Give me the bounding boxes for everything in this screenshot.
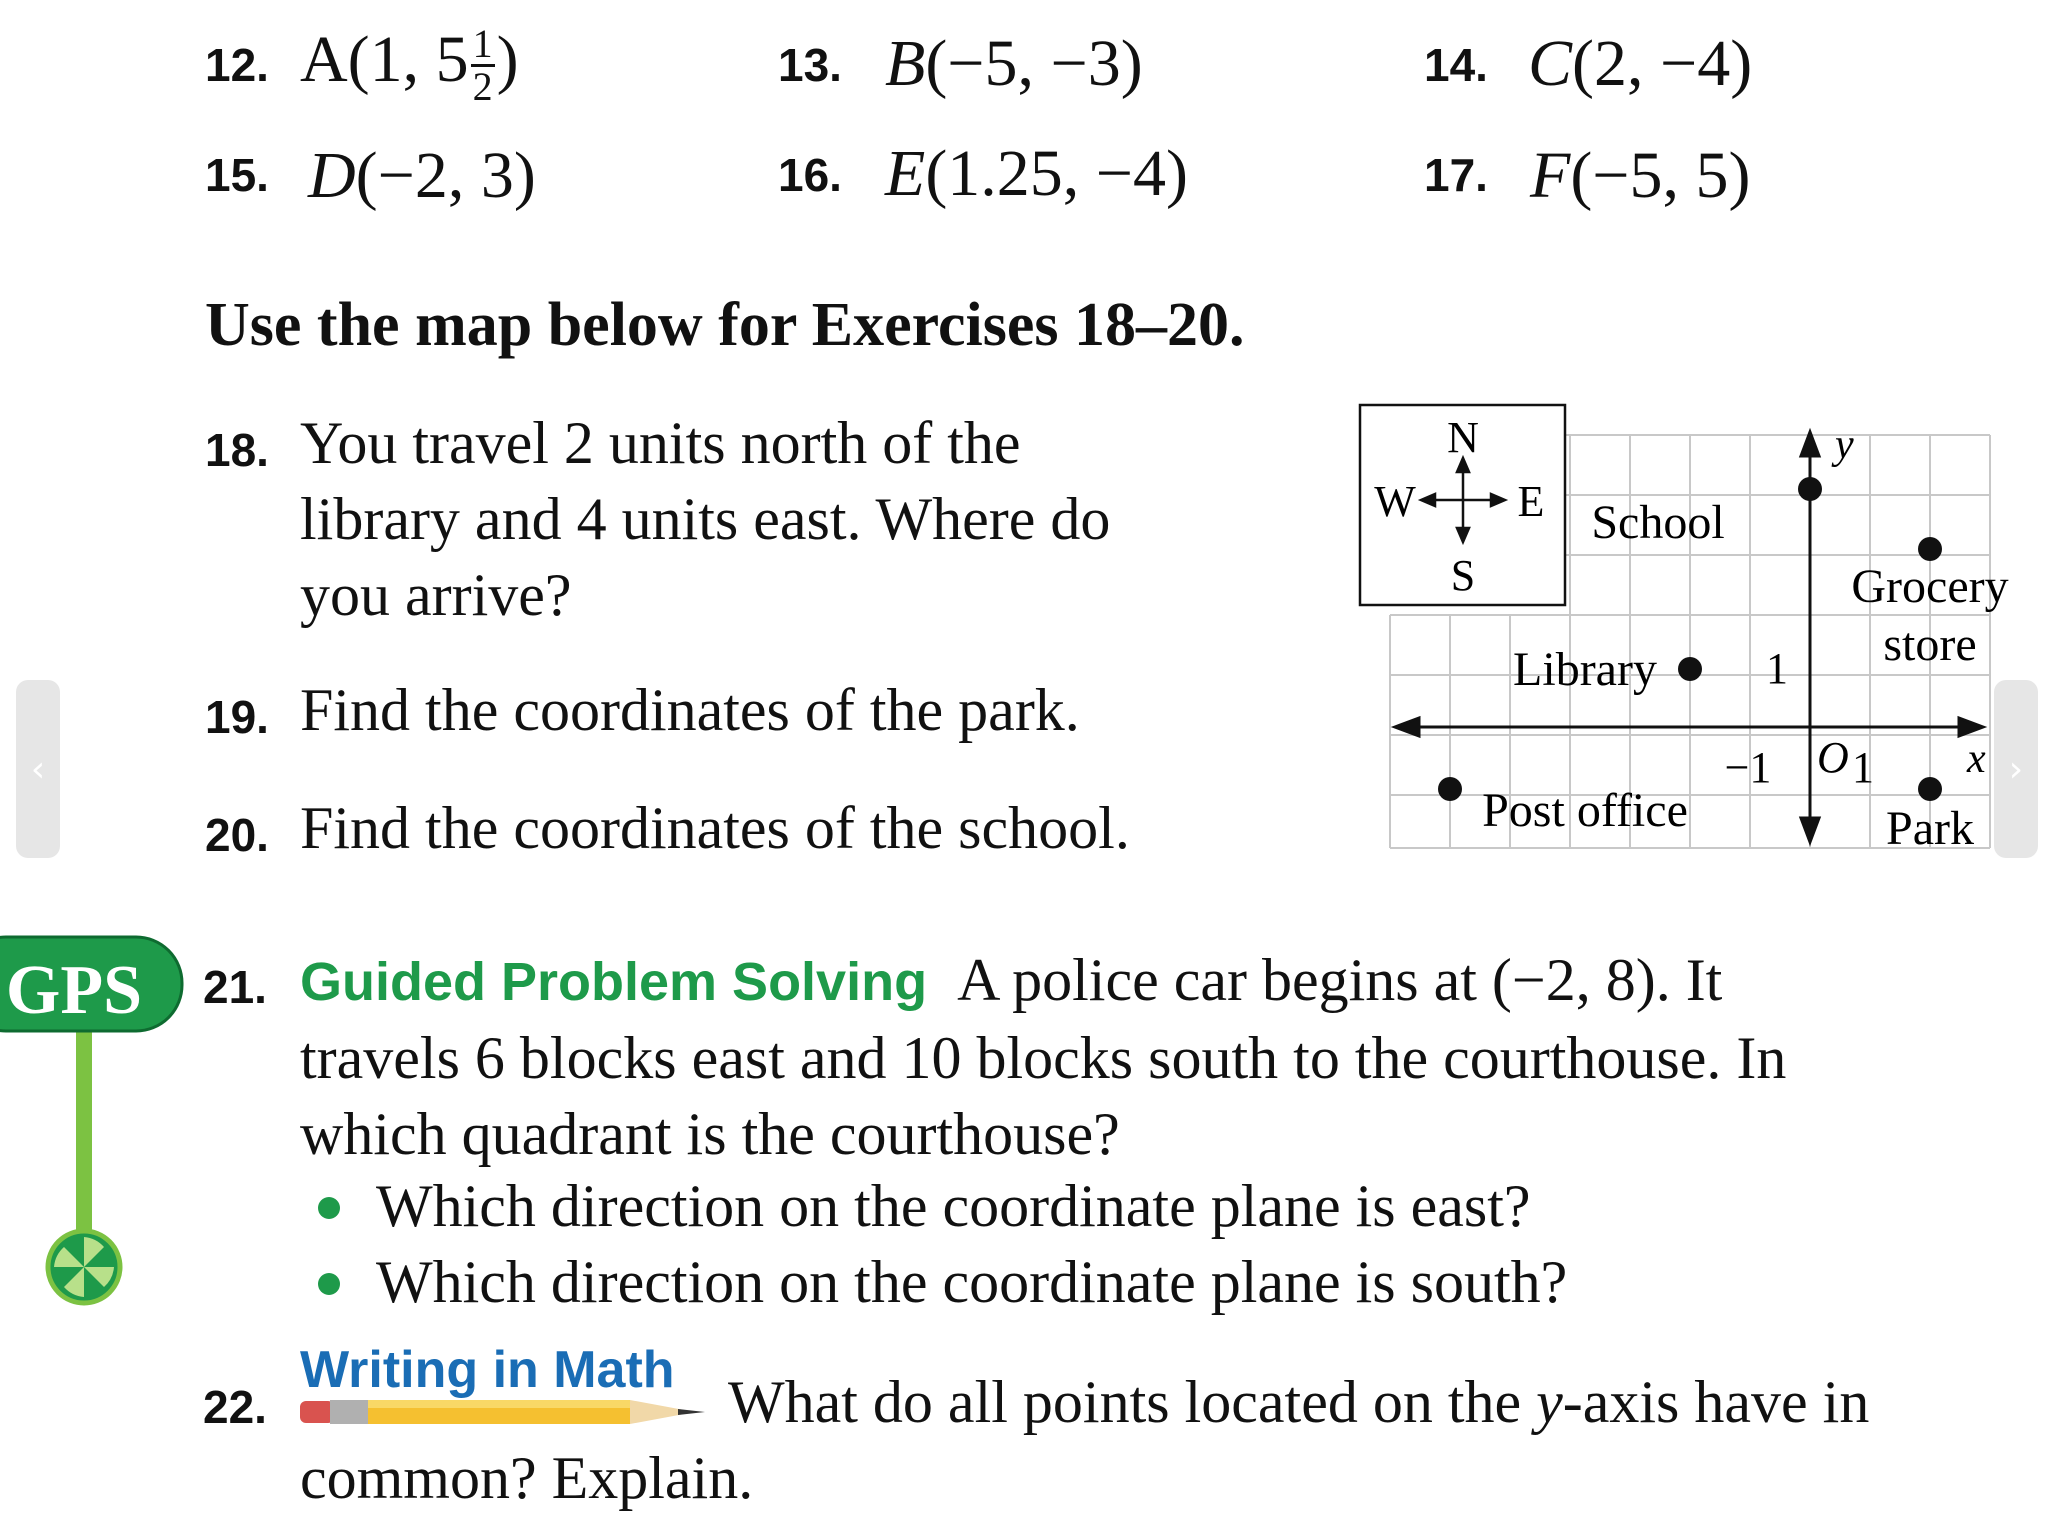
exercise-12-close: ) xyxy=(496,23,519,96)
exercise-14-coords: (2, −4) xyxy=(1572,27,1753,100)
library-point xyxy=(1678,657,1702,681)
exercise-16-letter: E xyxy=(885,137,926,210)
exercise-22-line2: common? Explain. xyxy=(300,1445,754,1511)
fraction-numerator: 1 xyxy=(472,21,493,67)
exercise-21-line xyxy=(300,942,1786,1020)
exercise-18-text xyxy=(300,405,1110,633)
exercise-22-text-a: What do all points located on the xyxy=(728,1369,1537,1435)
origin-label: O xyxy=(1817,733,1849,782)
exercise-15-expression xyxy=(308,138,536,214)
x-tick-1-label: 1 xyxy=(1852,743,1874,792)
post-office-point xyxy=(1438,777,1462,801)
park-label: Park xyxy=(1886,802,1974,855)
compass-east-label: E xyxy=(1517,477,1545,526)
exercise-16-expression xyxy=(885,136,1188,212)
exercise-14-number: 14. xyxy=(1424,39,1488,91)
mixed-fraction xyxy=(471,21,495,110)
exercise-17-letter: F xyxy=(1530,139,1571,212)
exercise-16-coords: (1.25, −4) xyxy=(925,137,1189,210)
exercise-22-text-b: -axis have in xyxy=(1562,1369,1870,1435)
gps-badge xyxy=(0,935,190,1315)
exercise-12-letter: A xyxy=(300,23,348,96)
exercise-19-text: Find the coordinates of the park. xyxy=(300,677,1080,743)
exercise-21-line2: travels 6 blocks east and 10 blocks south to the courthouse. In xyxy=(300,1025,1787,1091)
exercise-21-text xyxy=(300,942,1786,1172)
bullet-text: Which direction on the coordinate plane is south? xyxy=(376,1249,1568,1315)
exercise-18-line: you arrive? xyxy=(300,562,572,628)
exercise-12-number: 12. xyxy=(205,39,269,91)
grocery-label-line2: store xyxy=(1883,618,1977,671)
exercise-13-coords: (−5, −3) xyxy=(925,27,1143,100)
exercise-17-coords: (−5, 5) xyxy=(1570,139,1751,212)
previous-page-tab[interactable] xyxy=(16,680,60,858)
exercise-17-number: 17. xyxy=(1424,149,1488,201)
exercise-15-number: 15. xyxy=(205,149,269,201)
exercise-20-text: Find the coordinates of the school. xyxy=(300,795,1130,861)
exercise-20-number: 20. xyxy=(205,809,269,861)
exercise-18-number: 18. xyxy=(205,424,269,476)
exercise-15-coords: (−2, 3) xyxy=(355,139,536,212)
gps-badge-label: GPS xyxy=(5,952,143,1029)
exercise-13-letter: B xyxy=(885,27,926,100)
exercise-22-text xyxy=(728,1364,1869,1440)
exercise-14-expression xyxy=(1528,26,1752,102)
next-page-tab[interactable] xyxy=(1994,680,2038,858)
coordinate-map xyxy=(1355,400,2035,860)
gps-stem xyxy=(76,1015,92,1255)
x-axis-label: x xyxy=(1967,736,1986,782)
y-axis-arrow-down xyxy=(1801,818,1819,842)
grocery-label-line1: Grocery xyxy=(1851,560,2009,613)
x-tick-neg1-label: −1 xyxy=(1724,743,1772,792)
exercise-13-expression xyxy=(885,26,1143,102)
chevron-left-icon: ‹ xyxy=(30,748,46,790)
exercise-14-letter: C xyxy=(1528,27,1573,100)
bullet-item xyxy=(318,1248,1567,1317)
compass-south-label: S xyxy=(1450,551,1476,600)
exercise-12-open: (1, 5 xyxy=(347,23,469,96)
exercise-21-number: 21. xyxy=(203,961,267,1013)
post-office-label: Post office xyxy=(1482,784,1688,837)
y-axis-label: y xyxy=(1835,422,1854,468)
exercise-21-line3: which quadrant is the courthouse? xyxy=(300,1101,1120,1167)
exercise-21-line1: A police car begins at (−2, 8). It xyxy=(957,947,1723,1013)
chevron-right-icon: › xyxy=(2008,748,2024,790)
compass-west-label: W xyxy=(1374,477,1416,526)
writing-in-math-badge: Writing in Math xyxy=(300,1341,675,1399)
bullet-dot-icon xyxy=(318,1197,340,1219)
exercise-22-number: 22. xyxy=(203,1381,267,1433)
pencil-icon xyxy=(300,1395,710,1429)
x-axis-arrow-left xyxy=(1395,718,1419,736)
exercise-15-letter: D xyxy=(308,139,356,212)
bullet-item xyxy=(318,1172,1531,1241)
guided-problem-solving-title: Guided Problem Solving xyxy=(300,952,928,1012)
school-point xyxy=(1798,477,1822,501)
library-label: Library xyxy=(1513,643,1657,696)
fraction-denominator: 2 xyxy=(472,64,493,110)
exercise-18-line: library and 4 units east. Where do xyxy=(300,486,1111,552)
y-tick-1-label: 1 xyxy=(1766,644,1788,693)
compass-north-label: N xyxy=(1447,413,1479,462)
exercise-16-number: 16. xyxy=(778,149,842,201)
exercise-19-number: 19. xyxy=(205,691,269,743)
grocery-store-point xyxy=(1918,537,1942,561)
exercise-17-expression xyxy=(1530,138,1751,214)
exercise-18-line: You travel 2 units north of the xyxy=(300,410,1021,476)
x-axis-arrow-right xyxy=(1959,718,1983,736)
bullet-dot-icon xyxy=(318,1273,340,1295)
bullet-text: Which direction on the coordinate plane is east? xyxy=(376,1173,1531,1239)
exercise-22-variable: y xyxy=(1536,1369,1563,1435)
school-label: School xyxy=(1591,496,1725,549)
park-point xyxy=(1918,777,1942,801)
section-heading: Use the map below for Exercises 18–20. xyxy=(205,291,1245,359)
exercise-13-number: 13. xyxy=(778,39,842,91)
exercise-12-expression xyxy=(300,21,519,110)
